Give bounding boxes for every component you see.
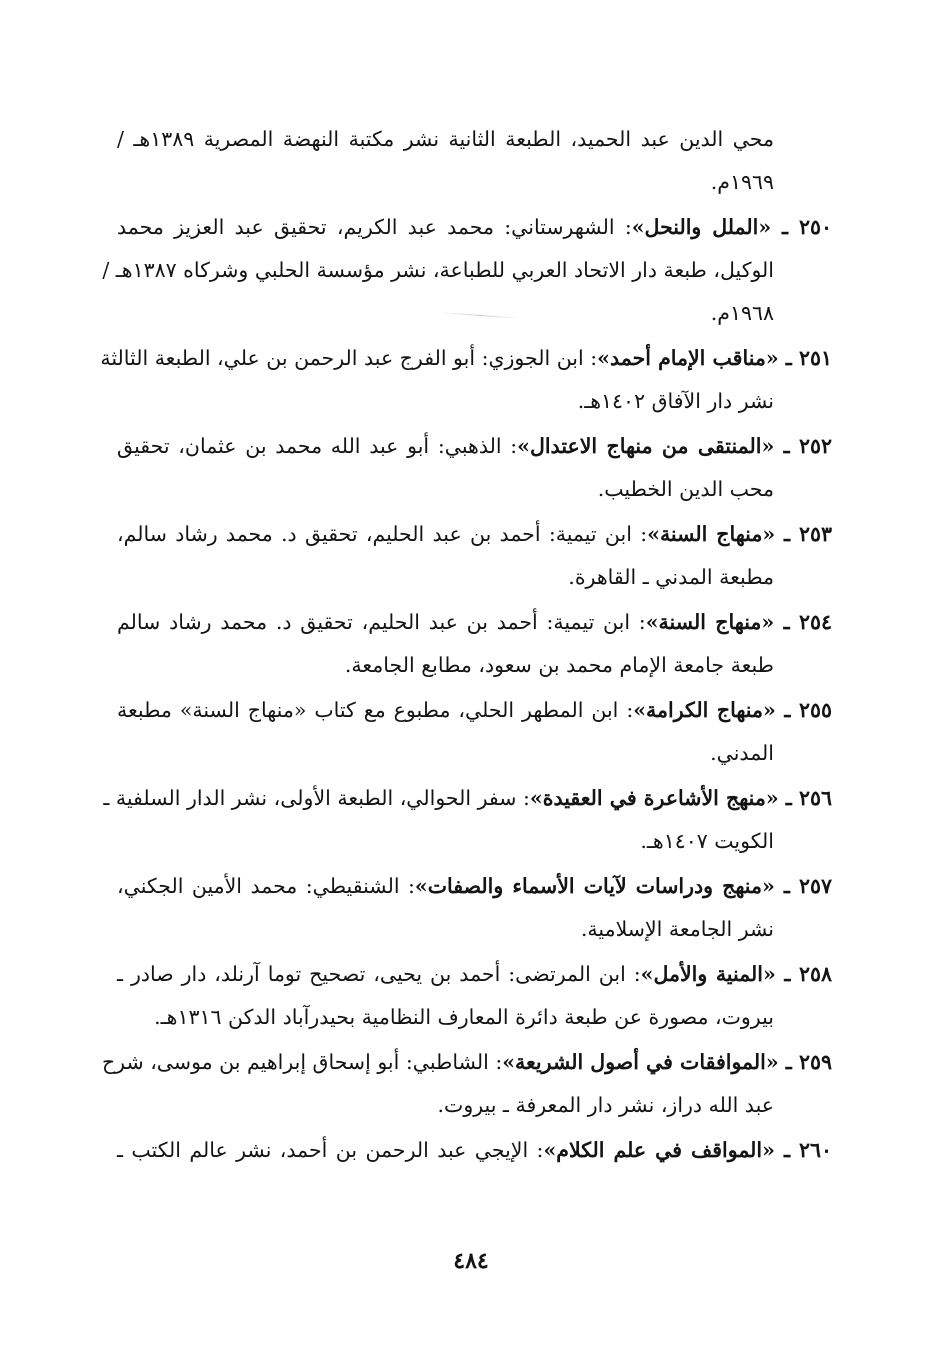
entry-number: ٢٥٦ [798,786,832,810]
entry-title: «الملل والنحل» [631,215,772,239]
bibliography-entry [102,206,833,335]
bibliography-entry [117,953,832,1039]
entry-title: «منهاج السنة» [645,610,775,634]
bibliography-page [100,118,833,1174]
entry-line: المدني. [710,741,774,765]
entry-details: : ابن المرتضى: أحمد بن يحيى، تصحيح توما آرنلد، دار صادر ـ [117,962,641,986]
entry-details: : الشهرستاني: محمد عبد الكريم، تحقيق عبد العزيز محمد [117,215,632,239]
entry-number: ٢٥٨ [798,962,832,986]
entry-details: : الذهبي: أبو عبد الله محمد بن عثمان، تحقيق [117,434,518,458]
entry-line: محب الدين الخطيب. [597,477,774,501]
bibliography-entry [117,1129,832,1172]
entry-line: مطبعة المدني ـ القاهرة. [568,565,774,589]
entry-number: ٢٥٠ [798,215,833,239]
entry-title: «المنتقى من منهاج الاعتدال» [517,434,775,458]
entry-separator: ـ [775,962,799,986]
bibliography-entry [100,337,832,423]
entry-title: «المواقف في علم الكلام» [543,1138,775,1162]
entry-line: نشر دار الآفاق ١٤٠٢هـ. [577,389,774,413]
entry-separator: ـ [775,522,799,546]
entry-line: الكويت ١٤٠٧هـ. [640,829,774,853]
entry-first-line [117,601,832,644]
bibliography-entry [117,865,832,951]
continued-entry [117,118,832,204]
bibliography-entry [117,425,832,511]
entry-first-line [117,689,832,732]
entry-details: : ابن المطهر الحلي، مطبوع مع كتاب «منهاج السنة» مطبعة [117,698,634,722]
entry-first-line [117,865,832,908]
entry-title: «الموافقات في أصول الشريعة» [502,1050,779,1074]
page-number: ٤٨٤ [453,1248,489,1274]
entry-details: : سفر الحوالي، الطبعة الأولى، نشر الدار السلفية ـ [103,786,530,810]
bibliography-entry [117,689,832,775]
entry-details: : الشاطبي: أبو إسحاق إبراهيم بن موسى، شرح [101,1050,503,1074]
entry-title: «المنية والأمل» [640,962,776,986]
entry-line: طبعة جامعة الإمام محمد بن سعود، مطابع الجامعة. [344,653,774,677]
entry-number: ٢٥٢ [798,434,832,458]
entry-separator: ـ [778,1050,799,1074]
entry-line: ١٩٦٩م. [710,170,774,194]
entry-number: ٢٥٥ [798,698,832,722]
entry-first-line [100,337,832,380]
entry-line: الوكيل، طبعة دار الاتحاد العربي للطباعة، نشر مؤسسة الحلبي وشركاه ١٣٨٧هـ / [102,258,774,282]
entry-first-line [117,425,832,468]
entry-title: «منهج ودراسات لآيات الأسماء والصفات» [414,874,775,898]
entry-separator: ـ [778,346,799,370]
entry-details: : الإيجي عبد الرحمن بن أحمد، نشر عالم الكتب ـ [117,1138,544,1162]
entry-first-line [117,1129,832,1172]
bibliography-entry [103,777,832,863]
bibliography-entry [101,1041,832,1127]
entry-title: «منهاج السنة» [647,522,776,546]
entry-first-line [103,777,832,820]
bibliography-entry [117,601,832,687]
entry-line: بيروت، مصورة عن طبعة دائرة المعارف النظامية بحيدرآباد الدكن ١٣١٦هـ. [154,1005,774,1029]
entry-details: : ابن تيمية: أحمد بن عبد الحليم، تحقيق د. محمد رشاد سالم، [117,522,648,546]
entry-number: ٢٦٠ [798,1138,832,1162]
entry-first-line [117,513,832,556]
entry-details: : الشنقيطي: محمد الأمين الجكني، [117,874,415,898]
entry-details: : ابن الجوزي: أبو الفرج عبد الرحمن بن علي، الطبعة الثالثة [100,346,598,370]
entry-line: ١٩٦٨م. [710,301,774,325]
entry-separator: ـ [771,215,799,239]
entry-title: «منهج الأشاعرة في العقيدة» [529,786,779,810]
entry-title: «منهاج الكرامة» [633,698,776,722]
entry-number: ٢٥٣ [798,522,833,546]
entry-line: نشر الجامعة الإسلامية. [580,917,774,941]
entry-separator: ـ [774,874,799,898]
entry-details: : ابن تيمية: أحمد بن عبد الحليم، تحقيق د. محمد رشاد سالم [117,610,646,634]
entry-first-line [117,206,832,249]
entry-first-line [117,953,832,996]
entry-separator: ـ [774,610,799,634]
entry-separator: ـ [778,786,799,810]
entry-line: عبد الله دراز، نشر دار المعرفة ـ بيروت. [437,1093,774,1117]
entry-number: ٢٥٧ [798,874,833,898]
entry-first-line [101,1041,832,1084]
entry-line: محي الدين عبد الحميد، الطبعة الثانية نشر مكتبة النهضة المصرية ١٣٨٩هـ / [117,127,774,151]
entry-separator: ـ [774,1138,799,1162]
entry-title: «مناقب الإمام أحمد» [597,346,779,370]
entry-separator: ـ [775,698,799,722]
entry-number: ٢٥٩ [798,1050,832,1074]
bibliography-entry [117,513,832,599]
entry-number: ٢٥٤ [798,610,832,634]
entry-separator: ـ [774,434,799,458]
entry-number: ٢٥١ [798,346,832,370]
